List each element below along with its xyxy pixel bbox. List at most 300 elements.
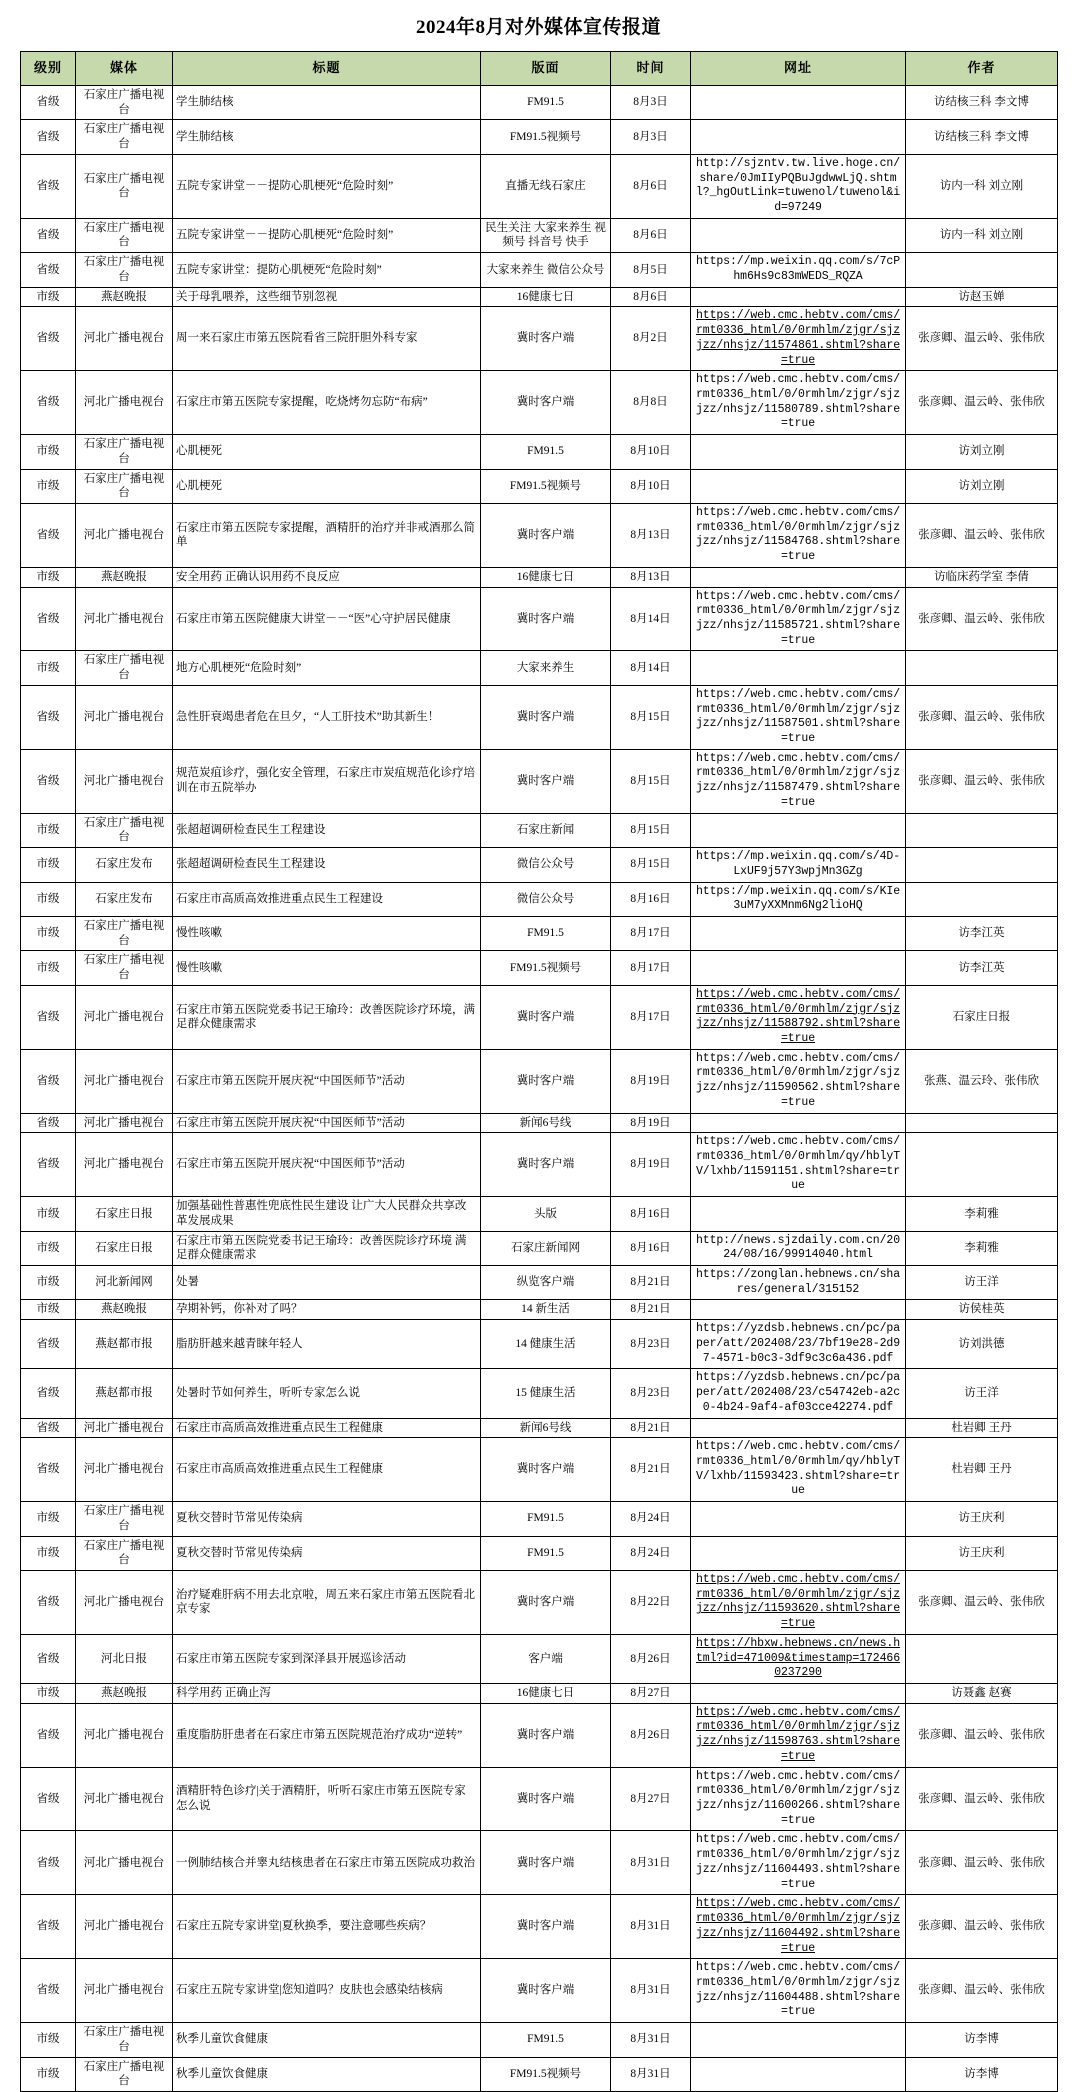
cell-date: 8月21日 [611,1266,691,1300]
cell-url[interactable]: https://web.cmc.hebtv.com/cms/rmt0336_html/0/0rmhlm/zjgr/sjzjzz/nhsjz/11585721.shtml?share=true [691,587,906,651]
cell-url [691,120,906,154]
table-row [21,985,1058,1049]
cell-media: 河北广播电视台 [76,1133,173,1197]
cell-title: 科学用药 正确止泻 [173,1684,481,1704]
cell-author: 张彦卿、温云岭、张伟欣 [906,685,1058,749]
cell-date: 8月14日 [611,587,691,651]
cell-author: 张彦卿、温云岭、张伟欣 [906,1703,1058,1767]
table-row [21,2057,1058,2091]
cell-level: 省级 [21,985,76,1049]
table-row [21,1831,1058,1895]
table-row [21,1369,1058,1418]
cell-title: 五院专家讲堂：提防心肌梗死“危险时刻” [173,253,481,287]
cell-author: 李莉雅 [906,1231,1058,1265]
table-row [21,1266,1058,1300]
cell-media: 河北广播电视台 [76,1959,173,2023]
cell-date: 8月15日 [611,848,691,882]
cell-layout: 石家庄新闻网 [481,1231,611,1265]
cell-level: 省级 [21,86,76,120]
cell-author: 访王庆利 [906,1502,1058,1536]
table-row [21,1703,1058,1767]
cell-title: 五院专家讲堂－－提防心肌梗死“危险时刻” [173,154,481,218]
cell-url[interactable]: https://web.cmc.hebtv.com/cms/rmt0336_html/0/0rmhlm/zjgr/sjzjzz/nhsjz/11600266.shtml?share=true [691,1767,906,1831]
cell-media: 石家庄广播电视台 [76,2057,173,2091]
cell-url[interactable]: https://web.cmc.hebtv.com/cms/rmt0336_html/0/0rmhlm/zjgr/sjzjzz/nhsjz/11604488.shtml?share=true [691,1959,906,2023]
cell-media: 石家庄日报 [76,1231,173,1265]
cell-media: 河北广播电视台 [76,503,173,567]
cell-level: 市级 [21,848,76,882]
cell-title: 石家庄市第五医院开展庆祝“中国医师节”活动 [173,1113,481,1133]
cell-url [691,86,906,120]
cell-media: 河北广播电视台 [76,1113,173,1133]
cell-media: 河北广播电视台 [76,1831,173,1895]
cell-url[interactable]: http://news.sjzdaily.com.cn/2024/08/16/99914040.html [691,1231,906,1265]
cell-author: 李莉雅 [906,1197,1058,1231]
cell-level: 省级 [21,154,76,218]
table-row [21,1049,1058,1113]
cell-layout: 纵览客户端 [481,1266,611,1300]
cell-level: 市级 [21,951,76,985]
cell-author: 访内一科 刘立刚 [906,154,1058,218]
cell-media: 石家庄广播电视台 [76,813,173,847]
cell-layout: 冀时客户端 [481,685,611,749]
cell-layout: 新闻6号线 [481,1113,611,1133]
cell-date: 8月27日 [611,1767,691,1831]
cell-url[interactable]: https://web.cmc.hebtv.com/cms/rmt0336_html/0/0rmhlm/zjgr/sjzjzz/nhsjz/11593620.shtml?share=true [691,1570,906,1634]
cell-url [691,1684,906,1704]
cell-author: 张彦卿、温云岭、张伟欣 [906,371,1058,435]
cell-url [691,1418,906,1438]
cell-level: 市级 [21,287,76,307]
cell-media: 石家庄日报 [76,1197,173,1231]
cell-title: 规范炭疽诊疗，强化安全管理，石家庄市炭疽规范化诊疗培训在市五院举办 [173,749,481,813]
cell-level: 市级 [21,1197,76,1231]
cell-author: 访王洋 [906,1266,1058,1300]
cell-author: 杜岩卿 王丹 [906,1418,1058,1438]
cell-date: 8月17日 [611,916,691,950]
column-header-level: 级别 [21,52,76,86]
cell-url[interactable]: https://web.cmc.hebtv.com/cms/rmt0336_html/0/0rmhlm/zjgr/sjzjzz/nhsjz/11580789.shtml?share=true [691,371,906,435]
table-row [21,1231,1058,1265]
cell-url[interactable]: https://web.cmc.hebtv.com/cms/rmt0336_html/0/0rmhlm/zjgr/sjzjzz/nhsjz/11604492.shtml?share=true [691,1895,906,1959]
cell-layout: 冀时客户端 [481,587,611,651]
media-report-table [20,51,1058,2092]
cell-media: 石家庄广播电视台 [76,951,173,985]
cell-date: 8月15日 [611,749,691,813]
cell-date: 8月24日 [611,1536,691,1570]
cell-title: 慢性咳嗽 [173,916,481,950]
cell-url [691,469,906,503]
cell-layout: 民生关注 大家来养生 视频号 抖音号 快手 [481,218,611,252]
cell-title: 治疗疑难肝病不用去北京啦，周五来石家庄市第五医院看北京专家 [173,1570,481,1634]
cell-level: 市级 [21,651,76,685]
table-row [21,1536,1058,1570]
cell-url[interactable]: https://mp.weixin.qq.com/s/4D-LxUF9j57Y3wpjMn3GZg [691,848,906,882]
cell-author: 访李博 [906,2057,1058,2091]
cell-media: 石家庄广播电视台 [76,1502,173,1536]
cell-date: 8月10日 [611,435,691,469]
cell-layout: FM91.5 [481,1536,611,1570]
cell-author: 张彦卿、温云岭、张伟欣 [906,749,1058,813]
cell-author: 张彦卿、温云岭、张伟欣 [906,1570,1058,1634]
cell-level: 省级 [21,307,76,371]
cell-title: 石家庄市第五医院开展庆祝“中国医师节”活动 [173,1049,481,1113]
cell-title: 石家庄五院专家讲堂|您知道吗？皮肤也会感染结核病 [173,1959,481,2023]
cell-media: 燕赵都市报 [76,1369,173,1418]
cell-title: 张超超调研检查民生工程建设 [173,813,481,847]
cell-author: 访内一科 刘立刚 [906,218,1058,252]
cell-date: 8月16日 [611,1231,691,1265]
cell-author: 杜岩卿 王丹 [906,1438,1058,1502]
cell-media: 石家庄广播电视台 [76,218,173,252]
cell-url[interactable]: https://web.cmc.hebtv.com/cms/rmt0336_html/0/0rmhlm/zjgr/sjzjzz/nhsjz/11588792.shtml?share=true [691,985,906,1049]
table-row [21,120,1058,154]
cell-author: 张彦卿、温云岭、张伟欣 [906,587,1058,651]
cell-media: 石家庄广播电视台 [76,253,173,287]
cell-level: 省级 [21,1634,76,1683]
cell-date: 8月17日 [611,951,691,985]
cell-title: 夏秋交替时节常见传染病 [173,1502,481,1536]
table-row [21,287,1058,307]
table-row [21,503,1058,567]
cell-layout: FM91.5 [481,435,611,469]
cell-author [906,813,1058,847]
cell-date: 8月21日 [611,1438,691,1502]
cell-level: 市级 [21,435,76,469]
cell-level: 省级 [21,1959,76,2023]
cell-author: 张彦卿、温云岭、张伟欣 [906,1767,1058,1831]
cell-url [691,813,906,847]
cell-media: 石家庄发布 [76,882,173,916]
cell-url [691,916,906,950]
cell-level: 省级 [21,218,76,252]
cell-url[interactable]: https://web.cmc.hebtv.com/cms/rmt0336_html/0/0rmhlm/zjgr/sjzjzz/nhsjz/11604493.shtml?share=true [691,1831,906,1895]
table-row [21,253,1058,287]
cell-author [906,253,1058,287]
cell-level: 省级 [21,1133,76,1197]
cell-level: 省级 [21,1113,76,1133]
cell-title: 夏秋交替时节常见传染病 [173,1536,481,1570]
cell-author: 访刘立刚 [906,435,1058,469]
cell-author: 访聂鑫 赵赛 [906,1684,1058,1704]
cell-author [906,1113,1058,1133]
cell-url[interactable]: https://web.cmc.hebtv.com/cms/rmt0336_html/0/0rmhlm/zjgr/sjzjzz/nhsjz/11587479.shtml?share=true [691,749,906,813]
cell-level: 省级 [21,1767,76,1831]
cell-date: 8月23日 [611,1369,691,1418]
cell-layout: 冀时客户端 [481,1049,611,1113]
cell-level: 市级 [21,1502,76,1536]
cell-title: 石家庄五院专家讲堂|夏秋换季，要注意哪些疾病？ [173,1895,481,1959]
cell-layout: 冀时客户端 [481,503,611,567]
cell-date: 8月26日 [611,1634,691,1683]
cell-media: 石家庄广播电视台 [76,2023,173,2057]
cell-url[interactable]: https://web.cmc.hebtv.com/cms/rmt0336_html/0/0rmhlm/qy/hblyTV/lxhb/11593423.shtml?share=true [691,1438,906,1502]
cell-layout: 冀时客户端 [481,1703,611,1767]
cell-media: 燕赵晚报 [76,1300,173,1320]
cell-url[interactable]: https://web.cmc.hebtv.com/cms/rmt0336_html/0/0rmhlm/zjgr/sjzjzz/nhsjz/11584768.shtml?share=true [691,503,906,567]
table-row [21,1502,1058,1536]
cell-level: 市级 [21,469,76,503]
cell-title: 学生肺结核 [173,120,481,154]
table-row [21,1767,1058,1831]
cell-title: 石家庄市第五医院专家到深泽县开展巡诊活动 [173,1634,481,1683]
column-header-date: 时间 [611,52,691,86]
cell-layout: 冀时客户端 [481,307,611,371]
table-row [21,1113,1058,1133]
column-header-layout: 版面 [481,52,611,86]
cell-level: 市级 [21,1684,76,1704]
cell-url[interactable]: https://mp.weixin.qq.com/s/7cPhm6Hs9c83mWEDS_RQZA [691,253,906,287]
cell-date: 8月19日 [611,1049,691,1113]
table-row [21,651,1058,685]
cell-date: 8月31日 [611,1895,691,1959]
cell-title: 石家庄市第五医院党委书记王瑜玲：改善医院诊疗环境，满足群众健康需求 [173,985,481,1049]
page-title: 2024年8月对外媒体宣传报道 [415,17,661,38]
cell-layout: 14 新生活 [481,1300,611,1320]
cell-author [906,651,1058,685]
cell-author: 张彦卿、温云岭、张伟欣 [906,307,1058,371]
table-row [21,86,1058,120]
cell-title: 五院专家讲堂－－提防心肌梗死“危险时刻” [173,218,481,252]
table-row [21,882,1058,916]
cell-media: 燕赵晚报 [76,287,173,307]
cell-level: 市级 [21,1536,76,1570]
table-row [21,371,1058,435]
cell-date: 8月15日 [611,685,691,749]
cell-level: 省级 [21,1831,76,1895]
cell-media: 河北日报 [76,1634,173,1683]
cell-layout: FM91.5 [481,2023,611,2057]
cell-media: 河北广播电视台 [76,1895,173,1959]
cell-author: 张燕、温云玲、张伟欣 [906,1049,1058,1113]
cell-url[interactable]: https://yzdsb.hebnews.cn/pc/paper/att/202408/23/c54742eb-a2c0-4b24-9af4-af03cce42274.pdf [691,1369,906,1418]
cell-date: 8月26日 [611,1703,691,1767]
cell-url[interactable]: http://sjzntv.tw.live.hoge.cn/share/0JmIIyPQBuJgdwwLjQ.shtml?_hgOutLink=tuwenol/tuwenol&id=97249 [691,154,906,218]
table-row [21,1133,1058,1197]
cell-level: 市级 [21,813,76,847]
cell-date: 8月21日 [611,1300,691,1320]
cell-url [691,287,906,307]
cell-date: 8月19日 [611,1133,691,1197]
cell-level: 市级 [21,1266,76,1300]
cell-url[interactable]: https://web.cmc.hebtv.com/cms/rmt0336_html/0/0rmhlm/zjgr/sjzjzz/nhsjz/11598763.shtml?share=true [691,1703,906,1767]
cell-url [691,2057,906,2091]
cell-date: 8月15日 [611,813,691,847]
cell-title: 一例肺结核合并睾丸结核患者在石家庄市第五医院成功救治 [173,1831,481,1895]
cell-date: 8月6日 [611,218,691,252]
cell-level: 市级 [21,882,76,916]
cell-layout: 冀时客户端 [481,1831,611,1895]
cell-author: 访临床药学室 李倩 [906,567,1058,587]
cell-author: 张彦卿、温云岭、张伟欣 [906,1959,1058,2023]
cell-author: 石家庄日报 [906,985,1058,1049]
cell-date: 8月22日 [611,1570,691,1634]
cell-url[interactable]: https://web.cmc.hebtv.com/cms/rmt0336_html/0/0rmhlm/zjgr/sjzjzz/nhsjz/11574861.shtml?share=true [691,307,906,371]
cell-url[interactable]: https://hbxw.hebnews.cn/news.html?id=471009&timestamp=1724660237290 [691,1634,906,1683]
cell-layout: 16健康七日 [481,1684,611,1704]
table-row [21,218,1058,252]
cell-layout: 冀时客户端 [481,1959,611,2023]
header-row [21,52,1058,86]
table-row [21,951,1058,985]
cell-author: 张彦卿、温云岭、张伟欣 [906,503,1058,567]
cell-author: 访王庆利 [906,1536,1058,1570]
cell-date: 8月8日 [611,371,691,435]
cell-url[interactable]: https://web.cmc.hebtv.com/cms/rmt0336_html/0/0rmhlm/zjgr/sjzjzz/nhsjz/11590562.shtml?share=true [691,1049,906,1113]
cell-author: 访刘立刚 [906,469,1058,503]
cell-level: 市级 [21,567,76,587]
cell-url [691,1502,906,1536]
cell-url[interactable]: https://zonglan.hebnews.cn/shares/general/315152 [691,1266,906,1300]
cell-title: 石家庄市高质高效推进重点民生工程健康 [173,1438,481,1502]
cell-level: 省级 [21,1418,76,1438]
cell-date: 8月31日 [611,1959,691,2023]
cell-media: 河北广播电视台 [76,685,173,749]
cell-author: 访赵玉婵 [906,287,1058,307]
cell-layout: 冀时客户端 [481,1570,611,1634]
cell-author: 访结核三科 李文博 [906,86,1058,120]
cell-layout: FM91.5视频号 [481,2057,611,2091]
cell-layout: 客户端 [481,1634,611,1683]
table-row [21,1418,1058,1438]
cell-author: 张彦卿、温云岭、张伟欣 [906,1895,1058,1959]
cell-title: 脂肪肝越来越青睐年轻人 [173,1320,481,1369]
cell-layout: 冀时客户端 [481,371,611,435]
cell-url [691,1113,906,1133]
cell-date: 8月13日 [611,503,691,567]
cell-title: 秋季儿童饮食健康 [173,2023,481,2057]
cell-layout: 15 健康生活 [481,1369,611,1418]
table-row [21,567,1058,587]
cell-level: 省级 [21,253,76,287]
cell-title: 石家庄市高质高效推进重点民生工程健康 [173,1418,481,1438]
cell-layout: 大家来养生 [481,651,611,685]
cell-title: 重度脂肪肝患者在石家庄市第五医院规范治疗成功“逆转” [173,1703,481,1767]
cell-layout: FM91.5 [481,916,611,950]
cell-url [691,1197,906,1231]
cell-media: 河北新闻网 [76,1266,173,1300]
table-row [21,1570,1058,1634]
table-row [21,1320,1058,1369]
cell-date: 8月6日 [611,154,691,218]
cell-title: 石家庄市高质高效推进重点民生工程建设 [173,882,481,916]
cell-layout: 新闻6号线 [481,1418,611,1438]
cell-media: 石家庄发布 [76,848,173,882]
cell-date: 8月16日 [611,1197,691,1231]
cell-level: 省级 [21,1438,76,1502]
cell-media: 石家庄广播电视台 [76,154,173,218]
cell-url [691,1536,906,1570]
cell-layout: 大家来养生 微信公众号 [481,253,611,287]
cell-level: 省级 [21,685,76,749]
cell-author: 访刘洪德 [906,1320,1058,1369]
cell-media: 石家庄广播电视台 [76,1536,173,1570]
cell-media: 燕赵晚报 [76,1684,173,1704]
cell-date: 8月24日 [611,1502,691,1536]
cell-level: 省级 [21,1895,76,1959]
cell-layout: 直播无线石家庄 [481,154,611,218]
cell-layout: 冀时客户端 [481,1767,611,1831]
cell-layout: FM91.5视频号 [481,120,611,154]
cell-date: 8月16日 [611,882,691,916]
cell-date: 8月21日 [611,1418,691,1438]
cell-date: 8月5日 [611,253,691,287]
table-row [21,2023,1058,2057]
table-row [21,469,1058,503]
cell-title: 石家庄市第五医院开展庆祝“中国医师节”活动 [173,1133,481,1197]
cell-date: 8月13日 [611,567,691,587]
table-header [21,52,1058,86]
cell-url [691,651,906,685]
cell-title: 张超超调研检查民生工程建设 [173,848,481,882]
cell-layout: 微信公众号 [481,848,611,882]
cell-author: 访李博 [906,2023,1058,2057]
cell-level: 省级 [21,587,76,651]
cell-media: 石家庄广播电视台 [76,916,173,950]
table-row [21,1300,1058,1320]
cell-author: 张彦卿、温云岭、张伟欣 [906,1831,1058,1895]
table-row [21,1684,1058,1704]
cell-media: 河北广播电视台 [76,985,173,1049]
table-body [21,86,1058,2092]
cell-level: 市级 [21,916,76,950]
cell-title: 学生肺结核 [173,86,481,120]
cell-date: 8月19日 [611,1113,691,1133]
cell-date: 8月23日 [611,1320,691,1369]
column-header-url: 网址 [691,52,906,86]
cell-level: 省级 [21,1703,76,1767]
cell-level: 省级 [21,1369,76,1418]
table-row [21,307,1058,371]
cell-media: 河北广播电视台 [76,1703,173,1767]
cell-date: 8月14日 [611,651,691,685]
cell-date: 8月10日 [611,469,691,503]
cell-url [691,951,906,985]
cell-layout: 冀时客户端 [481,1133,611,1197]
cell-media: 石家庄广播电视台 [76,86,173,120]
cell-title: 石家庄市第五医院健康大讲堂－－“医”心守护居民健康 [173,587,481,651]
cell-title: 地方心肌梗死“危险时刻” [173,651,481,685]
cell-url[interactable]: https://mp.weixin.qq.com/s/KIe3uM7yXXMnm6Ng2lioHQ [691,882,906,916]
cell-title: 心肌梗死 [173,469,481,503]
cell-url[interactable]: https://web.cmc.hebtv.com/cms/rmt0336_html/0/0rmhlm/qy/hblyTV/lxhb/11591151.shtml?share=true [691,1133,906,1197]
cell-url [691,1300,906,1320]
column-header-title: 标题 [173,52,481,86]
cell-author: 访侯桂英 [906,1300,1058,1320]
cell-level: 省级 [21,371,76,435]
cell-media: 河北广播电视台 [76,1767,173,1831]
cell-author [906,882,1058,916]
cell-level: 市级 [21,2023,76,2057]
table-row [21,916,1058,950]
cell-date: 8月31日 [611,1831,691,1895]
cell-title: 慢性咳嗽 [173,951,481,985]
column-header-author: 作者 [906,52,1058,86]
cell-url [691,218,906,252]
cell-level: 省级 [21,1049,76,1113]
cell-date: 8月27日 [611,1684,691,1704]
cell-date: 8月31日 [611,2057,691,2091]
cell-url[interactable]: https://yzdsb.hebnews.cn/pc/paper/att/202408/23/7bf19e28-2d97-4571-b0c3-3df9c3c6a436.pdf [691,1320,906,1369]
cell-title: 酒精肝特色诊疗|关于酒精肝，听听石家庄市第五医院专家怎么说 [173,1767,481,1831]
table-row [21,435,1058,469]
cell-url[interactable]: https://web.cmc.hebtv.com/cms/rmt0336_html/0/0rmhlm/zjgr/sjzjzz/nhsjz/11587501.shtml?share=true [691,685,906,749]
cell-media: 河北广播电视台 [76,1049,173,1113]
table-row [21,1959,1058,2023]
cell-date: 8月3日 [611,86,691,120]
cell-media: 河北广播电视台 [76,1570,173,1634]
cell-url [691,2023,906,2057]
